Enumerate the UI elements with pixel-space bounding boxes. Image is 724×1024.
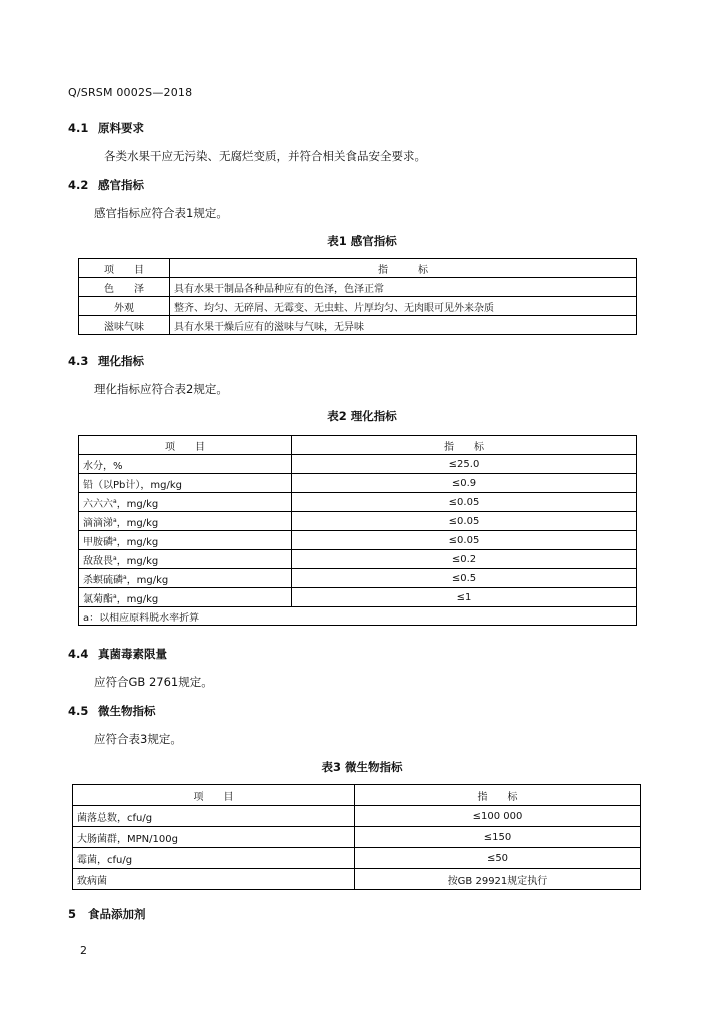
section-4-1-heading [68, 120, 144, 136]
section-4-1-text: 各类水果干应无污染、无腐烂变质，并符合相关食品安全要求。 [104, 149, 426, 163]
table-row [73, 869, 641, 890]
cell-value: ≤150 [355, 827, 641, 848]
cell-value: ≤0.9 [292, 474, 637, 493]
cell-item: 菌落总数，cfu/g [73, 806, 355, 827]
footnote-marker: a [123, 573, 127, 581]
footnote-marker: a [113, 516, 117, 524]
table-row [79, 493, 637, 512]
table-row [73, 848, 641, 869]
section-5-heading [68, 906, 146, 922]
table2-physicochemical [78, 435, 637, 626]
footnote-marker: a [113, 592, 117, 600]
cell-item: 杀螟硫磷$^a$，mg/kg [79, 569, 292, 588]
section-number: 4.3 [68, 354, 89, 368]
cell-item: 大肠菌群，MPN/100g [73, 827, 355, 848]
table-row [79, 512, 637, 531]
cell-value: ≤0.2 [292, 550, 637, 569]
footnote-marker: a [113, 535, 117, 543]
table-header-row [79, 259, 637, 278]
document-code-header: Q/SRSM 0002S—2018 [68, 86, 193, 99]
column-header: 指 标 [292, 436, 637, 455]
page-number: 2 [80, 944, 87, 957]
cell-item: 外观 [79, 297, 170, 316]
cell-value: ≤0.05 [292, 493, 637, 512]
table2-caption: 表2 理化指标 [327, 409, 397, 423]
table-row [79, 278, 637, 297]
section-number: 4.4 [68, 647, 89, 661]
column-header: 项 目 [79, 259, 170, 278]
section-title: 感官指标 [98, 178, 144, 192]
cell-item: 氯菊酯$^a$，mg/kg [79, 588, 292, 607]
table-row [79, 569, 637, 588]
table1-sensory [78, 258, 637, 335]
table-row [79, 316, 637, 335]
table-row [73, 827, 641, 848]
cell-value: ≤0.5 [292, 569, 637, 588]
section-number: 4.2 [68, 178, 89, 192]
cell-item: 甲胺磷$^a$，mg/kg [79, 531, 292, 550]
table-row [79, 550, 637, 569]
cell-value: ≤0.05 [292, 512, 637, 531]
section-4-4-text: 应符合GB 2761规定。 [94, 675, 213, 689]
column-header: 项 目 [79, 436, 292, 455]
table-footnote-row [79, 607, 637, 626]
section-4-5-text: 应符合表3规定。 [94, 732, 182, 746]
cell-item: 敌敌畏$^a$，mg/kg [79, 550, 292, 569]
cell-value: 按GB 29921规定执行 [355, 869, 641, 890]
table-row [79, 531, 637, 550]
section-4-2-heading [68, 177, 144, 193]
section-title: 理化指标 [98, 354, 144, 368]
table3-microbiological [72, 784, 641, 890]
table1-caption: 表1 感官指标 [327, 234, 397, 248]
section-4-3-text: 理化指标应符合表2规定。 [94, 382, 228, 396]
table-row [79, 297, 637, 316]
cell-value: ≤0.05 [292, 531, 637, 550]
section-4-4-heading [68, 646, 167, 662]
section-4-5-heading [68, 703, 156, 719]
table-row [73, 806, 641, 827]
cell-value: ≤50 [355, 848, 641, 869]
table-footnote: a：以相应原料脱水率折算 [79, 607, 637, 626]
section-title: 食品添加剂 [88, 907, 146, 921]
cell-value: ≤25.0 [292, 455, 637, 474]
section-4-2-text: 感官指标应符合表1规定。 [94, 206, 228, 220]
footnote-marker: a [113, 497, 117, 505]
section-4-3-heading [68, 353, 144, 369]
section-number: 4.1 [68, 121, 89, 135]
cell-value: 具有水果干制品各种品种应有的色泽，色泽正常 [170, 278, 637, 297]
table-header-row [79, 436, 637, 455]
section-title: 真菌毒素限量 [98, 647, 167, 661]
cell-item: 六六六$^a$，mg/kg [79, 493, 292, 512]
cell-value: ≤1 [292, 588, 637, 607]
cell-item: 致病菌 [73, 869, 355, 890]
cell-item: 滋味气味 [79, 316, 170, 335]
cell-value: ≤100 000 [355, 806, 641, 827]
section-number: 4.5 [68, 704, 89, 718]
cell-item: 水分，% [79, 455, 292, 474]
cell-item: 色 泽 [79, 278, 170, 297]
table-row [79, 474, 637, 493]
table-row [79, 455, 637, 474]
cell-item: 铅（以Pb计），mg/kg [79, 474, 292, 493]
column-header: 项 目 [73, 785, 355, 806]
table3-caption: 表3 微生物指标 [321, 760, 403, 774]
section-number: 5 [68, 907, 77, 921]
column-header: 指 标 [170, 259, 637, 278]
section-title: 微生物指标 [98, 704, 156, 718]
table-header-row [73, 785, 641, 806]
column-header: 指 标 [355, 785, 641, 806]
cell-value: 具有水果干燥后应有的滋味与气味，无异味 [170, 316, 637, 335]
table-row [79, 588, 637, 607]
footnote-marker: a [113, 554, 117, 562]
cell-value: 整齐、均匀、无碎屑、无霉变、无虫蛀、片厚均匀、无肉眼可见外来杂质 [170, 297, 637, 316]
section-title: 原料要求 [98, 121, 144, 135]
cell-item: 霉菌，cfu/g [73, 848, 355, 869]
cell-item: 滴滴涕$^a$，mg/kg [79, 512, 292, 531]
